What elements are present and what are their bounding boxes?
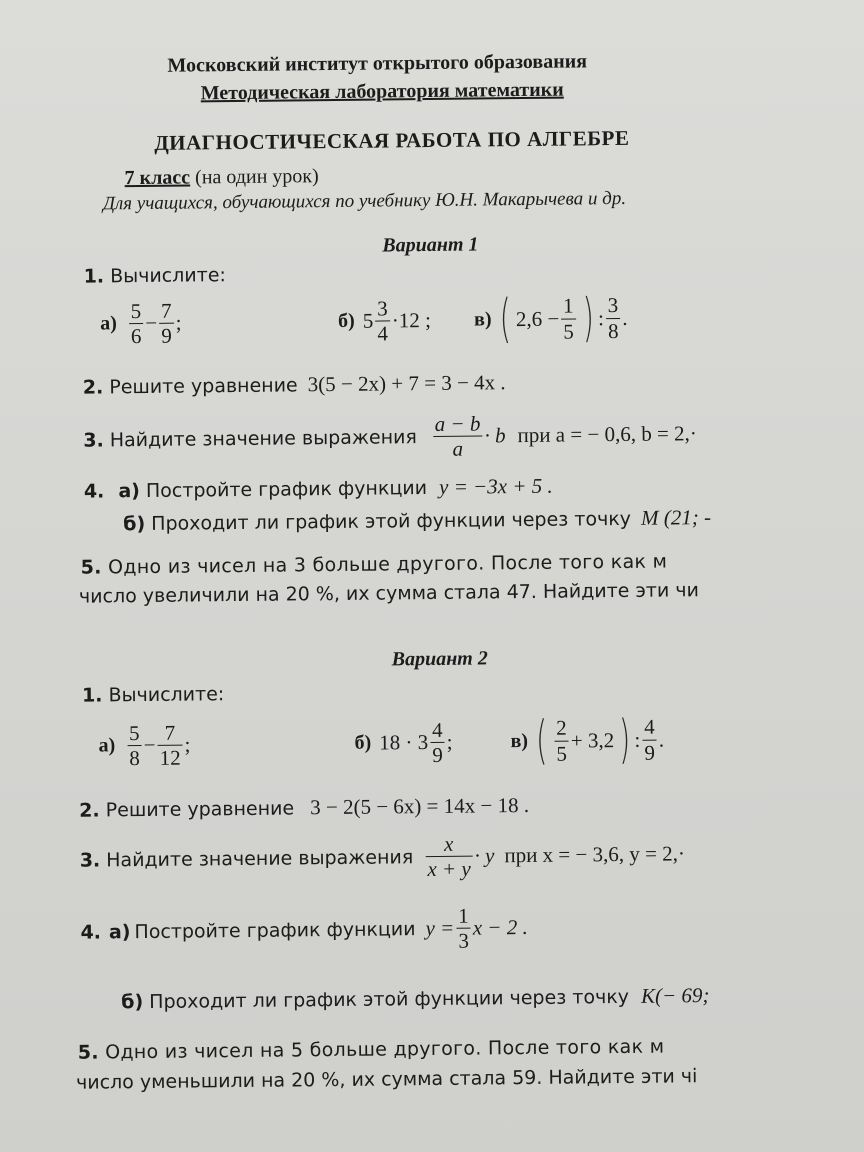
- lab-name: Методическая лаборатория математики: [200, 78, 564, 105]
- task-number: 3.: [79, 849, 101, 872]
- fraction: [157, 721, 183, 771]
- punctuation: .: [622, 305, 628, 330]
- task-number: 3.: [83, 429, 104, 452]
- task-text: Решите уравнение: [109, 374, 298, 399]
- item-label: б): [354, 731, 372, 754]
- denominator: 8: [129, 746, 140, 771]
- v1-task-4b: [123, 505, 711, 536]
- task-number: 2.: [82, 376, 104, 399]
- page-title: ДИАГНОСТИЧЕСКАЯ РАБОТА ПО АЛГЕБРЕ: [154, 125, 630, 155]
- left-paren: (: [499, 289, 512, 350]
- right-paren: ): [581, 288, 594, 349]
- fraction: [554, 716, 569, 765]
- numerator: 2: [554, 716, 569, 741]
- item-label: в): [510, 729, 529, 752]
- punctuation: .: [658, 727, 665, 752]
- fraction: [129, 299, 144, 348]
- denominator: 5: [556, 741, 568, 766]
- v1-task-1: [84, 264, 226, 287]
- v2-task-1a: [98, 721, 190, 771]
- equation: 3 − 2(5 − 6x) = 14x − 18 .: [310, 792, 530, 820]
- v2-task-1c: [510, 710, 664, 772]
- denominator: a: [452, 436, 464, 461]
- task-number: 5.: [80, 556, 102, 579]
- fraction: [561, 294, 576, 343]
- numerator: 1: [561, 294, 576, 319]
- denominator: 8: [607, 318, 619, 343]
- expression-rest: · y: [474, 843, 495, 868]
- v2-task-1b: [354, 718, 453, 768]
- formula-part: x − 2 .: [472, 915, 528, 940]
- punctuation: ;: [446, 729, 453, 754]
- equation: 3(5 − 2x) + 7 = 3 − 4x .: [307, 370, 506, 397]
- fraction: [433, 411, 483, 461]
- expression-part: 2,6 −: [515, 306, 560, 331]
- v2-task-5-line-2: число уменьшили на 20 %, их сумма стала 59. Найдите эти чі: [75, 1065, 698, 1094]
- task-number: 1.: [81, 684, 103, 707]
- denominator: 12: [159, 745, 181, 770]
- fraction: [642, 715, 657, 764]
- v1-task-5-line-1: [81, 551, 668, 579]
- grade: 7 класс: [124, 166, 191, 190]
- fraction: [430, 718, 445, 767]
- point: K(− 69;: [640, 983, 710, 1008]
- fraction: [456, 904, 471, 953]
- numerator: 4: [642, 715, 657, 740]
- point: M (21; -: [640, 505, 712, 530]
- v2-task-4a: [80, 903, 528, 957]
- operator: :: [597, 305, 604, 330]
- item-label: б): [338, 309, 355, 333]
- punctuation: ;: [184, 732, 191, 757]
- operator: −: [143, 733, 156, 758]
- institute-name: Московский институт открытого образования: [167, 50, 588, 77]
- numerator: x: [425, 832, 473, 858]
- task-text: Проходит ли график этой функции через точку: [151, 507, 632, 535]
- denominator: x + y: [427, 856, 471, 882]
- item-label: в): [473, 307, 492, 331]
- task-text: Вычислите:: [110, 264, 226, 288]
- fraction: [159, 299, 174, 348]
- left-paren: (: [536, 710, 549, 771]
- denominator: 9: [161, 323, 172, 348]
- expression-part: + 3,2: [570, 727, 615, 753]
- numerator: 7: [157, 721, 182, 746]
- punctuation: ;: [175, 310, 182, 335]
- task-text: Найдите значение выражения: [109, 425, 417, 451]
- v2-task-2: [79, 793, 529, 823]
- v1-task-2: [83, 370, 506, 399]
- variant-2-heading: Вариант 2: [391, 647, 488, 671]
- expression-part: 18 · 3: [379, 730, 429, 755]
- numerator: 4: [430, 718, 445, 743]
- task-text: Найдите значение выражения: [106, 845, 414, 872]
- condition: при x = − 3,6, y = 2,·: [504, 841, 685, 868]
- denominator: 5: [563, 318, 574, 344]
- operator: :: [634, 727, 641, 752]
- fraction: [375, 296, 390, 345]
- task-text: Проходит ли график этой функции через точку: [149, 985, 630, 1013]
- numerator: 1: [456, 904, 471, 929]
- textbook-note: Для учащихся, обучающихся по учебнику Ю.Н. Макарычева и др.: [102, 187, 627, 215]
- item-label: а): [108, 920, 131, 944]
- fraction: [606, 293, 621, 342]
- numerator: 3: [375, 296, 390, 321]
- whole-part: 5: [362, 308, 374, 333]
- v1-task-5-line-2: число увеличили на 20 %, их сумма стала 47. Найдите эти чи: [78, 579, 700, 608]
- numerator: a − b: [433, 411, 483, 437]
- v2-task-5-line-1: [78, 1036, 665, 1064]
- item-label: а): [118, 480, 141, 503]
- denominator: 3: [458, 928, 470, 953]
- numerator: 5: [129, 299, 144, 324]
- task-number: 1.: [83, 265, 105, 288]
- condition: при a = − 0,6, b = 2,·: [517, 421, 697, 448]
- numerator: 7: [159, 299, 174, 324]
- numerator: 3: [606, 293, 621, 318]
- denominator: 6: [130, 324, 142, 349]
- task-number: 2.: [79, 799, 100, 822]
- denominator: 9: [432, 743, 443, 768]
- operator: −: [145, 310, 158, 336]
- task-text: Постройте график функции: [134, 917, 416, 943]
- v1-task-1a: [100, 299, 182, 349]
- v1-task-1c: [474, 288, 628, 350]
- grade-note: (на один урок): [194, 165, 319, 189]
- task-number: 4.: [80, 921, 102, 944]
- variant-1-heading: Вариант 1: [382, 233, 479, 257]
- numerator: 5: [127, 721, 142, 746]
- task-number: 4.: [83, 480, 105, 503]
- right-paren: ): [618, 709, 631, 771]
- formula-part: y =: [425, 915, 455, 941]
- v2-task-1: [82, 683, 224, 706]
- task-text: Постройте график функции: [145, 477, 428, 502]
- v2-task-3: [79, 829, 685, 885]
- grade-line: [124, 165, 318, 190]
- task-text: Решите уравнение: [105, 797, 295, 822]
- item-label: б): [121, 991, 144, 1014]
- function-formula: y = −3x + 5 .: [438, 473, 553, 499]
- v2-task-4b: [121, 983, 709, 1014]
- task-text: Одно из чисел на 3 больше другого. После того как м: [107, 550, 668, 579]
- denominator: 4: [377, 321, 389, 346]
- v1-task-4a: [84, 474, 553, 504]
- task-number: 5.: [77, 1041, 99, 1064]
- v1-task-3: [83, 409, 697, 465]
- denominator: 9: [644, 740, 656, 765]
- expression-rest: ·12 ;: [391, 308, 431, 333]
- fraction: [127, 721, 142, 770]
- task-text: Одно из чисел на 5 больше другого. После того как м: [105, 1035, 665, 1064]
- item-label: а): [98, 734, 116, 757]
- v1-task-1b: [338, 296, 431, 346]
- fraction: [425, 832, 473, 882]
- task-text: Вычислите:: [108, 683, 225, 707]
- item-label: а): [100, 312, 117, 335]
- item-label: б): [123, 512, 146, 536]
- expression-rest: · b: [484, 423, 506, 448]
